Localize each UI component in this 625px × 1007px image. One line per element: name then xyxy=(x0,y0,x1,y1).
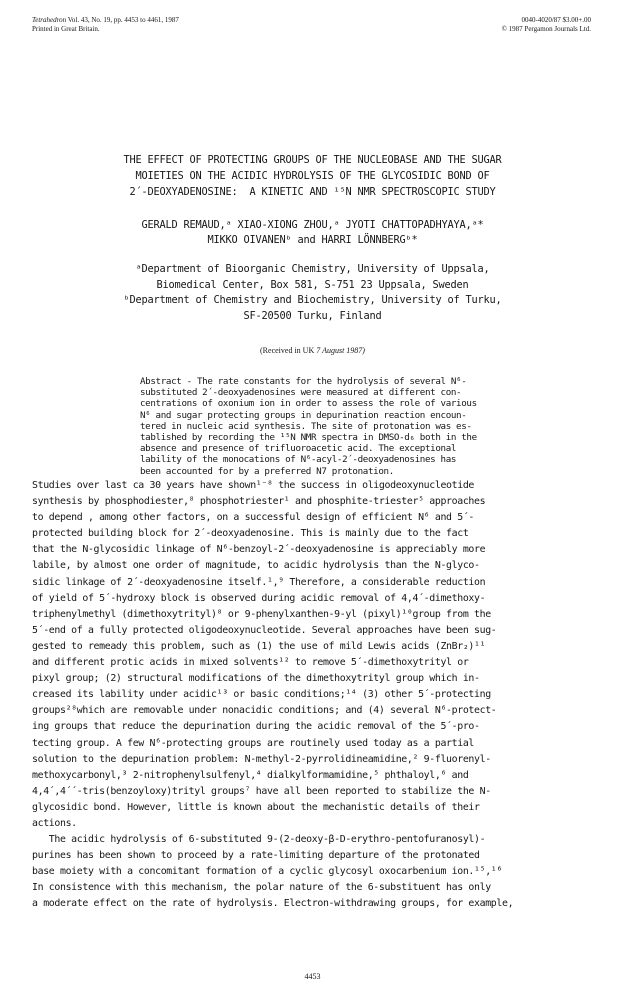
body-line: protected building block for 2´-deoxyadenosine. This is mainly due to the fact xyxy=(32,528,469,540)
journal-name: Tetrahedron xyxy=(32,16,67,24)
abstract-line: absence and presence of trifluoroacetic acid. The exceptional xyxy=(140,443,457,455)
received-date xyxy=(0,346,625,355)
affiliation-line: ᵇDepartment of Chemistry and Biochemistry, University of Turku, xyxy=(123,294,502,306)
copyright-line: © 1987 Pergamon Journals Ltd. xyxy=(501,25,591,33)
abstract-line: substituted 2´-deoxyadenosines were measured at different con- xyxy=(140,387,462,399)
body-line: actions. xyxy=(32,817,77,829)
affiliation-line: SF-20500 Turku, Finland xyxy=(243,309,382,322)
body-line: and different protic acids in mixed solvents¹² to remove 5´-dimethoxytrityl or xyxy=(32,657,469,669)
body-line: solution to the depurination problem: N-methyl-2-pyrrolidineamidine,² 9-fluorenyl- xyxy=(32,753,491,765)
body-line: to depend , among other factors, on a successful design of efficient N⁶ and 5´- xyxy=(32,512,475,524)
publisher-header xyxy=(502,16,591,34)
journal-citation: Vol. 43, No. 19, pp. 4453 to 4461, 1987 xyxy=(67,16,179,24)
body-line: base moiety with a concomitant formation of a cyclic glycosyl oxocarbenium ion.¹⁵,¹⁶ xyxy=(32,866,503,878)
page-number: 4453 xyxy=(304,972,321,981)
affiliation-line: Biomedical Center, Box 581, S-751 23 Uppsala, Sweden xyxy=(156,278,469,291)
body-line: The acidic hydrolysis of 6-substituted 9-(2-deoxy-β-D-erythro-pentofuranosyl)- xyxy=(32,834,486,846)
abstract-line: been accounted for by a preferred N7 protonation. xyxy=(140,465,394,477)
received-date-text: 7 August 1987) xyxy=(316,346,365,355)
author-line: MIKKO OIVANENᵇ and HARRI LÖNNBERGᵇ* xyxy=(207,234,418,246)
body-line: triphenylmethyl (dimethoxytrityl)⁸ or 9-phenylxanthen-9-yl (pixyl)¹⁰group from the xyxy=(32,608,491,620)
body-line: tecting group. A few N⁶-protecting groups are routinely used today as a partial xyxy=(32,737,475,749)
body-line: sidic linkage of 2´-deoxyadenosine itself.¹,⁹ Therefore, a considerable reduction xyxy=(32,576,486,588)
body-text xyxy=(32,478,598,913)
body-line: Studies over last ca 30 years have shown¹⁻⁸ the success in oligodeoxynucleotide xyxy=(32,480,475,491)
body-line: a moderate effect on the rate of hydrolysis. Electron-withdrawing groups, for example, xyxy=(32,898,514,910)
abstract-line: lability of the monocations of N⁶-acyl-2´-deoxyadenosines has xyxy=(140,454,457,466)
body-line: labile, by almost one order of magnitude, to acidic hydrolysis than the N-glyco- xyxy=(32,560,480,572)
body-line: 5´-end of a fully protected oligodeoxynucleotide. Several approaches have been sug- xyxy=(32,624,497,636)
body-line: ing groups that reduce the depurination during the acidic removal of the 5´-pro- xyxy=(32,721,480,733)
title-line: THE EFFECT OF PROTECTING GROUPS OF THE NUCLEOBASE AND THE SUGAR xyxy=(123,154,502,166)
journal-code: 0040-4020/87 $3.00+.00 xyxy=(521,16,591,24)
body-line: methoxycarbonyl,³ 2-nitrophenylsulfenyl,⁴ dialkylformamidine,⁵ phthaloyl,⁶ and xyxy=(32,769,469,781)
printed-note: Printed in Great Britain. xyxy=(32,25,100,33)
abstract xyxy=(140,376,520,477)
affiliation-line: ᵃDepartment of Bioorganic Chemistry, University of Uppsala, xyxy=(135,263,490,275)
body-line: 4,4´,4´´-tris(benzoyloxy)trityl groups⁷ have all been reported to stabilize the N- xyxy=(32,785,491,797)
title-line: MOIETIES ON THE ACIDIC HYDROLYSIS OF THE GLYCOSIDIC BOND OF xyxy=(135,170,490,182)
body-line: In consistence with this mechanism, the polar nature of the 6-substituent has only xyxy=(32,882,491,894)
received-prefix: (Received in UK xyxy=(260,346,317,355)
title-line: 2´-DEOXYADENOSINE: A KINETIC AND ¹⁵N NMR SPECTROSCOPIC STUDY xyxy=(129,186,496,198)
abstract-line: Abstract - The rate constants for the hydrolysis of several N⁶- xyxy=(140,376,467,387)
author-list xyxy=(0,218,625,248)
abstract-line: tablished by recording the ¹⁵N NMR spectra in DMSO-d₆ both in the xyxy=(140,432,477,444)
body-line: creased its lability under acidic¹³ or basic conditions;¹⁴ (3) other 5´-protecting xyxy=(32,689,491,701)
body-line: glycosidic bond. However, little is known about the mechanistic details of their xyxy=(32,801,480,813)
journal-header xyxy=(32,16,179,34)
body-line: gested to remeady this problem, such as (1) the use of mild Lewis acids (ZnBr₂)¹¹ xyxy=(32,640,486,652)
body-line: purines has been shown to proceed by a rate-limiting departure of the protonated xyxy=(32,850,480,862)
body-line: that the N-glycosidic linkage of N⁶-benzoyl-2´-deoxyadenosine is appreciably more xyxy=(32,544,486,556)
abstract-line: N⁶ and sugar protecting groups in depurination reaction encoun- xyxy=(140,409,467,421)
affiliations xyxy=(0,262,625,324)
author-line: GERALD REMAUD,ᵃ XIAO-XIONG ZHOU,ᵃ JYOTI CHATTOPADHYAYA,ᵃ* xyxy=(141,219,484,231)
body-line: of yield of 5´-hydroxy block is observed during acidic removal of 4,4´-dimethoxy- xyxy=(32,592,486,604)
body-line: pixyl group; (2) structural modifications of the dimethoxytrityl group which in- xyxy=(32,673,480,685)
abstract-line: centrations of oxonium ion in order to assess the role of various xyxy=(140,398,477,410)
body-line: synthesis by phosphodiester,⁸ phosphotriester¹ and phosphite-triester⁵ approaches xyxy=(32,496,486,508)
abstract-line: tered in nucleic acid synthesis. The site of protonation was es- xyxy=(140,420,472,432)
body-line: groups²⁸which are removable under nonacidic conditions; and (4) several N⁶-protect- xyxy=(32,705,497,717)
paper-title xyxy=(0,152,625,200)
